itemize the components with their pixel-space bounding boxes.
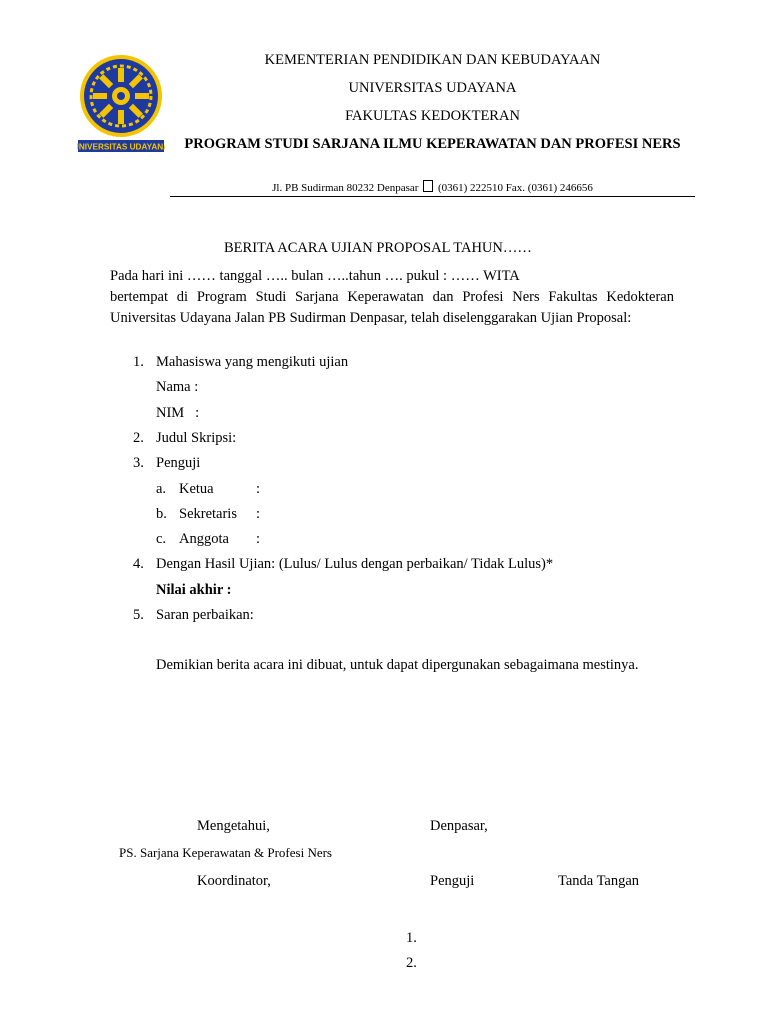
faculty-heading: FAKULTAS KEDOKTERAN xyxy=(345,108,520,124)
examiner-c-letter: c. xyxy=(156,531,167,547)
item-number-4: 4. xyxy=(133,556,144,572)
intro-line-1: Pada hari ini …… tanggal ….. bulan …..tahun …. pukul : …… WITA xyxy=(110,268,520,284)
address-line xyxy=(170,180,695,194)
item-number-5: 5. xyxy=(133,607,144,623)
item-student: Mahasiswa yang mengikuti ujian xyxy=(156,354,349,370)
closing-statement: Demikian berita acara ini dibuat, untuk dapat dipergunakan sebagaimana mestinya. xyxy=(156,657,639,673)
item-number-2: 2. xyxy=(133,430,144,446)
program-heading: PROGRAM STUDI SARJANA ILMU KEPERAWATAN DAN PROFESI NERS xyxy=(184,136,681,152)
examiner-chair-label: Ketua xyxy=(179,481,214,497)
item-exam-result: Dengan Hasil Ujian: (Lulus/ Lulus dengan perbaikan/ Tidak Lulus)* xyxy=(156,556,554,572)
program-study-label: PS. Sarjana Keperawatan & Profesi Ners xyxy=(119,845,332,860)
address-street: Jl. PB Sudirman 80232 Denpasar xyxy=(272,182,419,194)
intro-line-3: Universitas Udayana Jalan PB Sudirman Denpasar, telah diselenggarakan Ujian Proposal: xyxy=(110,310,632,326)
phone-icon xyxy=(423,180,433,192)
field-nama: Nama : xyxy=(156,379,199,395)
examiner-a-letter: a. xyxy=(156,481,167,497)
address-phone: (0361) 222510 Fax. (0361) 246656 xyxy=(437,182,593,194)
item-number-3: 3. xyxy=(133,455,144,471)
university-logo xyxy=(77,54,165,154)
header-divider xyxy=(170,196,695,197)
item-suggestions: Saran perbaikan: xyxy=(156,607,254,623)
examiner-member-label: Anggota xyxy=(179,531,229,547)
signature-column-label: Tanda Tangan xyxy=(558,873,640,889)
intro-line-2: bertempat di Program Studi Sarjana Keperawatan dan Profesi Ners Fakultas Kedokteran xyxy=(110,289,674,305)
examiner-secretary-colon: : xyxy=(256,506,261,522)
item-thesis-title: Judul Skripsi: xyxy=(156,430,237,446)
examiner-chair-colon: : xyxy=(256,481,261,497)
final-score-label: Nilai akhir : xyxy=(156,582,232,598)
svg-text:UNIVERSITAS UDAYANA: UNIVERSITAS UDAYANA xyxy=(77,142,165,152)
place-label: Denpasar, xyxy=(430,818,488,834)
acknowledged-label: Mengetahui, xyxy=(197,818,270,834)
university-heading: UNIVERSITAS UDAYANA xyxy=(348,80,517,96)
examiner-secretary-label: Sekretaris xyxy=(179,506,237,522)
coordinator-label: Koordinator, xyxy=(197,873,271,889)
item-number-1: 1. xyxy=(133,354,144,370)
signature-row-1: 1. xyxy=(406,930,417,946)
document-title: BERITA ACARA UJIAN PROPOSAL TAHUN…… xyxy=(224,240,532,256)
item-examiners: Penguji xyxy=(156,455,201,471)
examiner-column-label: Penguji xyxy=(430,873,475,889)
field-nim: NIM : xyxy=(156,405,200,421)
examiner-b-letter: b. xyxy=(156,506,167,522)
ministry-heading: KEMENTERIAN PENDIDIKAN DAN KEBUDAYAAN xyxy=(264,52,601,68)
examiner-member-colon: : xyxy=(256,531,261,547)
signature-row-2: 2. xyxy=(406,955,417,971)
